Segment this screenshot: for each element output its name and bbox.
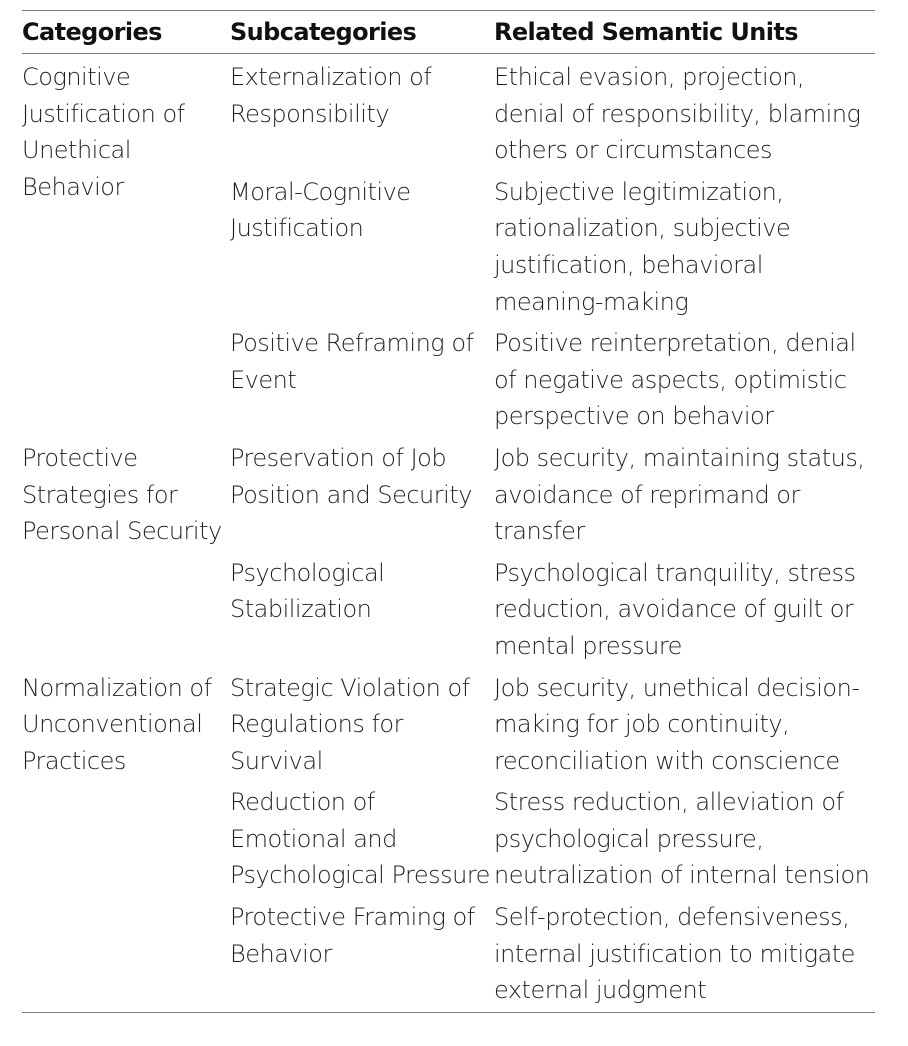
units-cell: Positive reinterpretation, denial of negative aspects, optimistic perspective on behavior: [494, 329, 856, 431]
subcategory-cell: Externalization of Responsibility: [230, 63, 432, 128]
units-cell: Ethical evasion, projection, denial of responsibility, blaming others or circumstances: [494, 63, 861, 165]
category-cell: Protective Strategies for Personal Security: [22, 443, 222, 546]
header-subcategories: Subcategories: [230, 18, 417, 46]
units-cell: Psychological tranquility, stress reduction, avoidance of guilt or mental pressure: [494, 558, 856, 660]
table-row: [22, 440, 875, 555]
subcategory-cell: Positive Reframing of Event: [230, 329, 474, 394]
category-cell: Normalization of Unconventional Practices: [22, 673, 212, 775]
units-cell: Subjective legitimization, rationalization, subjective justification, behavioral meaning-making: [494, 177, 791, 316]
units-cell: Job security, unethical decision-making for job continuity, reconciliation with conscience: [494, 673, 860, 775]
bottom-rule: [22, 1012, 875, 1013]
subcategory-cell: Reduction of Emotional and Psychological Pressure: [230, 788, 490, 890]
subcategory-cell: Protective Framing of Behavior: [230, 903, 475, 968]
header-related-semantic-units: Related Semantic Units: [494, 18, 798, 46]
subcategory-cell: Moral-Cognitive Justification: [230, 177, 411, 243]
subcategory-cell: Psychological Stabilization: [230, 558, 385, 624]
category-cell: Cognitive Justification of Unethical Behavior: [22, 63, 185, 201]
subcategory-cell: Preservation of Job Position and Security: [230, 443, 472, 509]
units-cell: Job security, maintaining status, avoidance of reprimand or transfer: [494, 443, 865, 546]
header-row: [22, 12, 875, 54]
units-cell: Stress reduction, alleviation of psychological pressure, neutralization of internal tension: [494, 788, 870, 890]
units-cell: Self-protection, defensiveness, internal justification to mitigate external judgment: [494, 903, 855, 1005]
subcategory-cell: Strategic Violation of Regulations for Survival: [230, 673, 470, 775]
table-row: [22, 54, 875, 174]
top-rule: [22, 10, 875, 11]
table-row: [22, 670, 875, 785]
categories-table: [22, 12, 875, 1014]
header-categories: Categories: [22, 18, 162, 46]
